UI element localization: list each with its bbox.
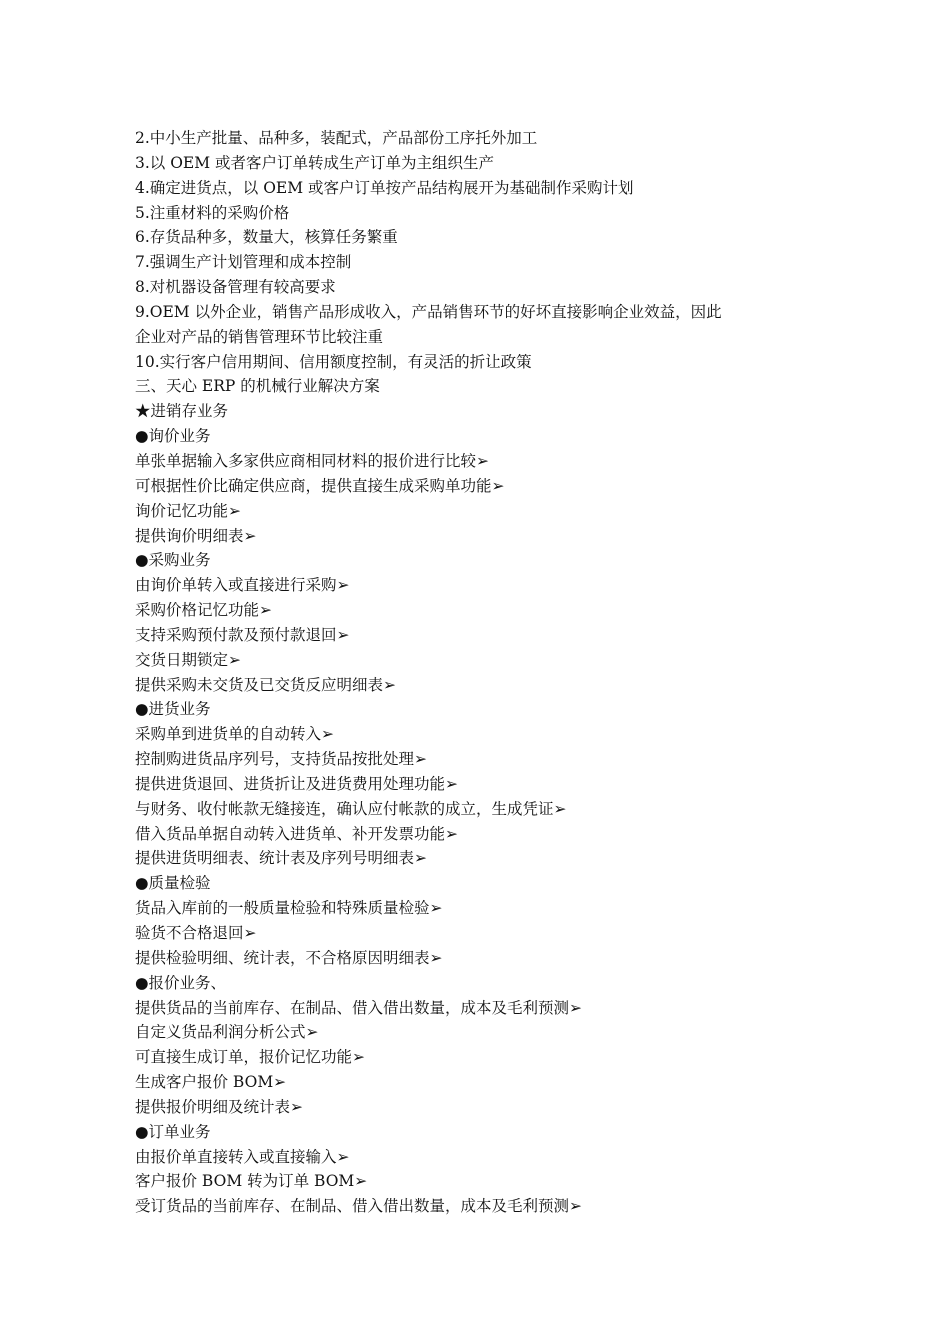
section-heading: 三、天心 ERP 的机械行业解决方案 (135, 377, 380, 396)
list-item: 采购价格记忆功能➢ (135, 601, 272, 620)
list-item: 借入货品单据自动转入进货单、补开发票功能➢ (135, 824, 458, 843)
list-item: 支持采购预付款及预付款退回➢ (135, 625, 350, 644)
list-item: 采购单到进货单的自动转入➢ (135, 725, 334, 744)
list-item: 客户报价 BOM 转为订单 BOM➢ (135, 1172, 368, 1191)
list-item: 提供货品的当前库存、在制品、借入借出数量，成本及毛利预测➢ (135, 998, 582, 1017)
list-item: 受订货品的当前库存、在制品、借入借出数量，成本及毛利预测➢ (135, 1197, 582, 1216)
list-item: 可根据性价比确定供应商，提供直接生成采购单功能➢ (135, 476, 505, 495)
text-line: 7.强调生产计划管理和成本控制 (135, 253, 352, 272)
subsection-heading: ★进销存业务 (135, 402, 229, 421)
bullet-heading: ●采购业务 (135, 551, 211, 570)
list-item: 由询价单转入或直接进行采购➢ (135, 576, 350, 595)
bullet-heading: ●质量检验 (135, 874, 211, 893)
list-item: 提供询价明细表➢ (135, 526, 257, 545)
list-item: 自定义货品利润分析公式➢ (135, 1023, 319, 1042)
list-item: 控制购进货品序列号，支持货品按批处理➢ (135, 750, 427, 769)
text-line: 6.存货品种多，数量大，核算任务繁重 (135, 228, 398, 247)
list-item: 生成客户报价 BOM➢ (135, 1073, 287, 1092)
list-item: 可直接生成订单，报价记忆功能➢ (135, 1048, 365, 1067)
bullet-heading: ●询价业务 (135, 427, 211, 446)
text-line: 企业对产品的销售管理环节比较注重 (135, 327, 384, 346)
bullet-heading: ●报价业务、 (135, 973, 227, 992)
list-item: 验货不合格退回➢ (135, 924, 257, 942)
list-item: 单张单据输入多家供应商相同材料的报价进行比较➢ (135, 451, 489, 470)
list-item: 货品入库前的一般质量检验和特殊质量检验➢ (135, 899, 443, 918)
list-item: 提供检验明细、统计表，不合格原因明细表➢ (135, 948, 443, 967)
text-line: 8.对机器设备管理有较高要求 (135, 278, 336, 297)
list-item: 提供进货明细表、统计表及序列号明细表➢ (135, 849, 427, 868)
list-item: 提供进货退回、进货折让及进货费用处理功能➢ (135, 774, 458, 793)
list-item: 与财务、收付帐款无缝接连，确认应付帐款的成立，生成凭证➢ (135, 799, 567, 818)
list-item: 提供采购未交货及已交货反应明细表➢ (135, 675, 396, 694)
bullet-heading: ●订单业务 (135, 1122, 211, 1141)
list-item: 提供报价明细及统计表➢ (135, 1097, 303, 1116)
document-body (135, 126, 805, 1219)
text-line: 3.以 OEM 或者客户订单转成生产订单为主组织生产 (135, 153, 495, 172)
bullet-heading: ●进货业务 (135, 700, 211, 719)
text-line: 5.注重材料的采购价格 (135, 203, 290, 222)
text-line: 10.实行客户信用期间、信用额度控制，有灵活的折让政策 (135, 352, 532, 371)
list-item: 询价记忆功能➢ (135, 501, 241, 520)
text-line: 9.OEM 以外企业，销售产品形成收入，产品销售环节的好坏直接影响企业效益，因此 (135, 302, 722, 321)
list-item: 由报价单直接转入或直接输入➢ (135, 1147, 350, 1166)
list-item: 交货日期锁定➢ (135, 650, 241, 669)
text-line: 2.中小生产批量、品种多，装配式，产品部份工序托外加工 (135, 129, 538, 147)
text-line: 4.确定进货点，以 OEM 或客户订单按产品结构展开为基础制作采购计划 (135, 178, 634, 197)
